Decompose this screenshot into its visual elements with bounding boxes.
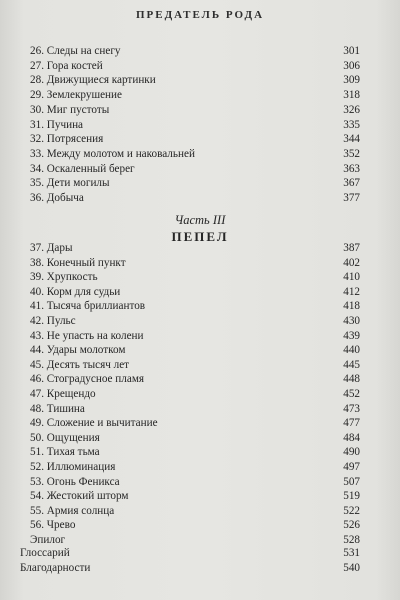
toc-entry <box>30 88 360 102</box>
toc-entry <box>30 460 360 474</box>
toc-entry <box>30 475 360 489</box>
toc-entry-page: 377 <box>343 192 360 204</box>
part-label: Часть III <box>174 213 226 227</box>
toc-entry <box>30 533 360 547</box>
toc-entry-title: 34. Оскаленный берег <box>30 162 135 175</box>
toc-entry <box>30 241 360 255</box>
toc-entry-page: 448 <box>343 373 360 386</box>
toc-entry-title: 47. Крещендо <box>30 388 96 400</box>
toc-entry-page: 326 <box>343 103 360 116</box>
toc-entry-title: 56. Чрево <box>30 519 76 532</box>
toc-entry <box>30 270 360 284</box>
toc-entry-title: 40. Корм для судьи <box>30 285 121 298</box>
toc-entry <box>30 431 360 445</box>
toc-entry <box>30 402 360 416</box>
toc-entry-page: 387 <box>343 242 360 254</box>
toc-entry <box>30 176 360 190</box>
toc-entry <box>30 132 360 146</box>
toc-entry-page: 352 <box>343 147 360 160</box>
toc-entry-title: 38. Конечный пункт <box>30 256 126 269</box>
toc-entry-page: 522 <box>343 504 360 517</box>
toc-entry-title: 31. Пучина <box>30 118 84 131</box>
toc-entry <box>20 561 360 575</box>
toc-entry-title: 54. Жестокий шторм <box>30 490 129 503</box>
toc-entry-page: 526 <box>343 519 360 532</box>
toc-entry <box>30 358 360 372</box>
toc-entry <box>30 147 360 161</box>
toc-entry <box>30 191 360 205</box>
toc-entry-page: 309 <box>343 74 360 87</box>
toc-entry-title: Благодарности <box>20 562 91 574</box>
toc-entry <box>30 314 360 328</box>
toc-entry-title: 46. Стоградусное пламя <box>30 373 145 386</box>
toc-entry-title: 48. Тишина <box>30 402 85 415</box>
toc-entry <box>30 518 360 532</box>
toc-entry-page: 519 <box>343 490 360 503</box>
toc-entry-title: 26. Следы на снегу <box>30 45 121 57</box>
toc-entry-page: 439 <box>343 329 360 342</box>
toc-entry <box>30 445 360 459</box>
toc-entry-page: 335 <box>343 118 360 131</box>
toc-entry-page: 477 <box>343 417 360 430</box>
toc-entry-title: 30. Миг пустоты <box>30 103 110 116</box>
toc-entry <box>30 256 360 270</box>
toc-entry-page: 410 <box>343 271 360 284</box>
toc-entry <box>30 285 360 299</box>
toc-entry-title: 52. Иллюминация <box>30 461 116 473</box>
toc-entry-title: 27. Гора костей <box>30 59 103 72</box>
toc-entry-title: 50. Ощущения <box>30 431 100 444</box>
toc-entry-title: 37. Дары <box>30 242 73 254</box>
toc-entry-title: 55. Армия солнца <box>30 504 115 517</box>
toc-entry-page: 531 <box>343 547 360 559</box>
toc-entry <box>30 299 360 313</box>
toc-entry-title: 41. Тысяча бриллиантов <box>30 300 146 313</box>
toc-entry <box>30 162 360 176</box>
toc-entry-title: 43. Не упасть на колени <box>30 329 144 342</box>
toc-entry <box>30 44 360 58</box>
toc-entry-page: 445 <box>343 358 360 371</box>
toc-entry <box>30 329 360 343</box>
toc-entry-page: 344 <box>343 133 360 146</box>
toc-entry <box>20 546 360 560</box>
toc-entry-title: 42. Пульс <box>30 315 76 327</box>
toc-entry-title: 28. Движущиеся картинки <box>30 74 156 87</box>
toc-entry <box>30 343 360 357</box>
toc-entry <box>30 103 360 117</box>
toc-entry-title: 44. Удары молотком <box>30 344 126 357</box>
toc-entry-page: 540 <box>343 562 360 574</box>
toc-entry <box>30 73 360 87</box>
toc-entry-page: 484 <box>343 431 360 444</box>
toc-entry-page: 473 <box>343 402 360 415</box>
toc-entry-title: 53. Огонь Феникса <box>30 475 120 488</box>
toc-entry-page: 318 <box>343 89 360 102</box>
toc-entry-title: Глоссарий <box>20 547 70 559</box>
toc-entry-page: 412 <box>343 285 360 298</box>
toc-entry-title: 39. Хрупкость <box>30 271 98 284</box>
toc-entry-title: 36. Добыча <box>30 192 84 204</box>
toc-entry-page: 497 <box>343 461 360 473</box>
toc-entry-page: 528 <box>343 534 360 546</box>
toc-entry-title: 33. Между молотом и наковальней <box>30 147 195 160</box>
toc-entry-title: 32. Потрясения <box>30 133 104 146</box>
toc-entry <box>30 489 360 503</box>
toc-entry <box>30 387 360 401</box>
toc-entry <box>30 118 360 132</box>
running-head: ПРЕДАТЕЛЬ РОДА <box>135 9 265 21</box>
toc-entry-title: 29. Землекрушение <box>30 89 122 102</box>
toc-entry-page: 402 <box>343 256 360 269</box>
toc-entry-title: 51. Тихая тьма <box>30 446 100 459</box>
toc-entry-title: 35. Дети могилы <box>30 177 110 190</box>
toc-entry-page: 440 <box>343 344 360 357</box>
toc-entry-page: 430 <box>343 315 360 327</box>
toc-entry-title: 45. Десять тысяч лет <box>30 358 130 371</box>
toc-entry <box>30 416 360 430</box>
toc-entry-page: 452 <box>343 388 360 400</box>
toc-entry-page: 507 <box>343 475 360 488</box>
toc-entry <box>30 504 360 518</box>
toc-entry-page: 306 <box>343 59 360 72</box>
toc-entry-page: 418 <box>343 300 360 313</box>
toc-entry-page: 363 <box>343 162 360 175</box>
toc-entry-page: 301 <box>343 45 360 57</box>
toc-entry-title: Эпилог <box>30 534 66 546</box>
toc-entry-page: 367 <box>343 177 360 190</box>
toc-entry-title: 49. Сложение и вычитание <box>30 417 158 430</box>
toc-entry-page: 490 <box>343 446 360 459</box>
toc-entry <box>30 372 360 386</box>
toc-entry <box>30 59 360 73</box>
part-title: ПЕПЕЛ <box>171 229 229 244</box>
